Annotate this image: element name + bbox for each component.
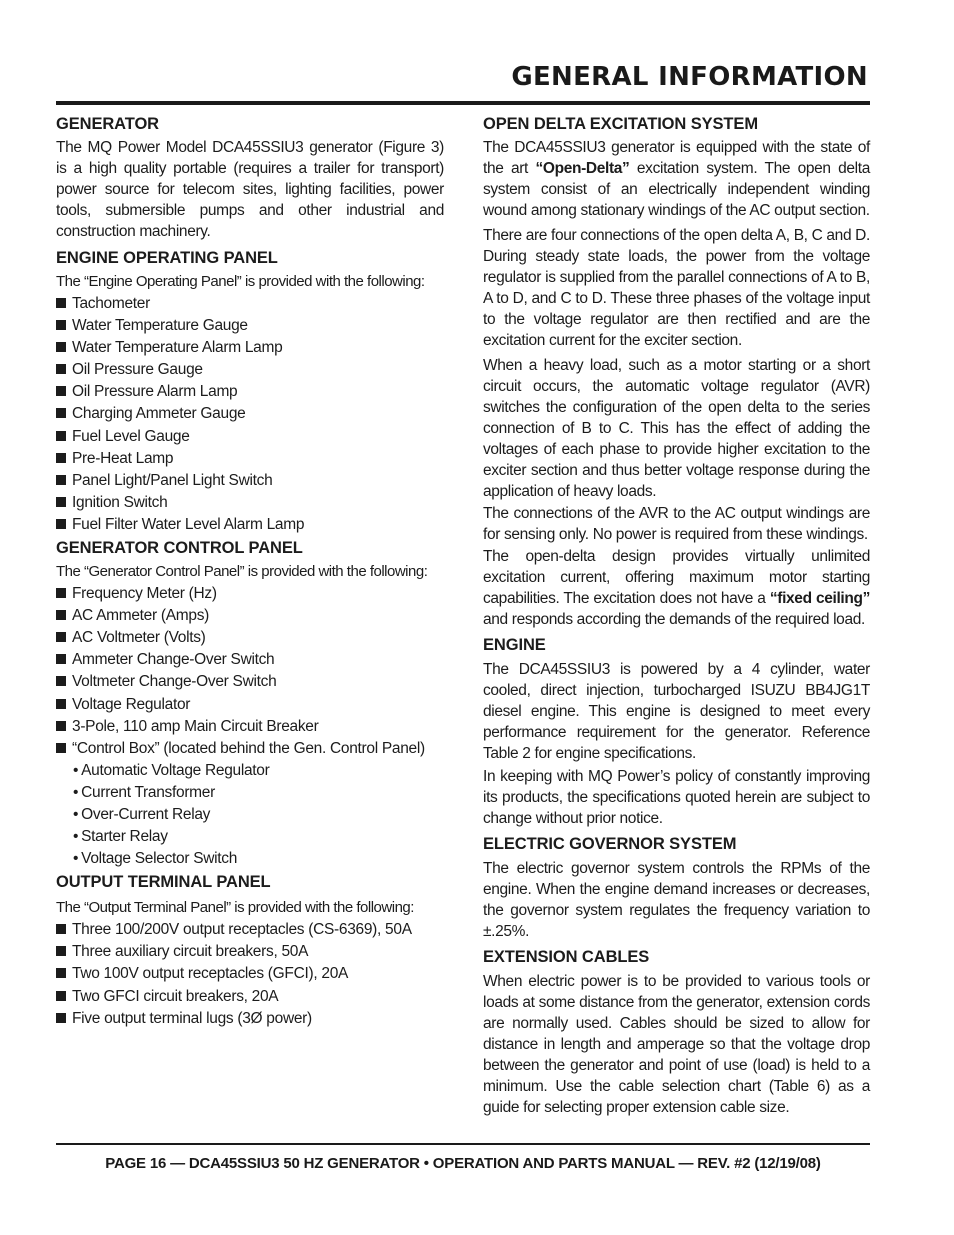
open-delta-p1: The DCA45SSIU3 generator is equipped with the state of the art “Open-Delta” excitation system. The open delta system consist of an electrically independent winding wound among stationary windings of the AC output section. <box>483 139 871 219</box>
title-rule <box>56 101 870 105</box>
page-title: GENERAL INFORMATION <box>511 62 868 92</box>
square-bullet-icon <box>56 298 66 308</box>
sub-list-item: • Automatic Voltage Regulator <box>73 761 270 779</box>
square-bullet-icon <box>56 588 66 598</box>
list-item: “Control Box” (located behind the Gen. Control Panel) <box>56 738 444 760</box>
open-delta-heading: OPEN DELTA EXCITATION SYSTEM <box>483 115 758 133</box>
square-bullet-icon <box>56 610 66 620</box>
square-bullet-icon <box>56 946 66 956</box>
cables-heading: EXTENSION CABLES <box>483 948 650 966</box>
list-item: Fuel Level Gauge <box>56 426 444 448</box>
output-panel-section <box>56 872 444 1029</box>
gen-panel-intro: The “Generator Control Panel” is provided with the following: <box>56 563 428 581</box>
generator-text: The MQ Power Model DCA45SSIU3 generator (Figure 3) is a high quality portable (requires a trailer for transport) power source for telecom sites, lighting facilities, power tools, submersible pumps and other industrial and construction machinery. <box>56 139 444 240</box>
gen-panel-list <box>56 583 444 870</box>
square-bullet-icon <box>56 342 66 352</box>
list-item: AC Voltmeter (Volts) <box>56 627 444 649</box>
square-bullet-icon <box>56 519 66 529</box>
open-delta-section <box>483 114 870 630</box>
gen-panel-heading: GENERATOR CONTROL PANEL <box>56 539 303 558</box>
governor-heading: ELECTRIC GOVERNOR SYSTEM <box>483 835 737 853</box>
generator-section <box>56 114 444 242</box>
square-bullet-icon <box>56 431 66 441</box>
square-bullet-icon <box>56 364 66 374</box>
list-item: Tachometer <box>56 293 444 315</box>
square-bullet-icon <box>56 924 66 934</box>
list-item: Two 100V output receptacles (GFCI), 20A <box>56 963 444 985</box>
engine-panel-heading: ENGINE OPERATING PANEL <box>56 249 278 267</box>
open-delta-p2: There are four connections of the open delta A, B, C and D. During steady state loads, the power from the voltage regulator is supplied from the parallel connections of A to B, A to D, and C to D. These three phases of the voltage input to the voltage regulator are then rectified and are the excitation current for the exciter section. <box>483 227 870 349</box>
open-delta-p4: The connections of the AVR to the AC output windings are for sensing only. No power is required from these windings. <box>483 505 870 543</box>
list-item: Three auxiliary circuit breakers, 50A <box>56 941 444 963</box>
gen-panel-section <box>56 538 444 870</box>
square-bullet-icon <box>56 676 66 686</box>
sub-list-item: • Starter Relay <box>73 828 168 846</box>
engine-panel-intro: The “Engine Operating Panel” is provided with the following: <box>56 273 425 290</box>
dot-bullet-icon: • <box>73 850 79 868</box>
engine-section <box>483 635 870 829</box>
cables-section <box>483 947 870 1118</box>
output-panel-heading: OUTPUT TERMINAL PANEL <box>56 873 271 892</box>
page-footer: PAGE 16 — DCA45SSIU3 50 HZ GENERATOR • OPERATION AND PARTS MANUAL — REV. #2 (12/19/08) <box>105 1155 821 1172</box>
fixed-ceiling-term: “fixed ceiling” <box>769 590 870 607</box>
output-panel-intro: The “Output Terminal Panel” is provided with the following: <box>56 899 414 917</box>
governor-text: The electric governor system controls the RPMs of the engine. When the engine demand increases or decreases, the governor system regulates the frequency variation to ±.25%. <box>483 860 870 940</box>
list-item: 3-Pole, 110 amp Main Circuit Breaker <box>56 716 444 738</box>
footer-rule <box>56 1143 870 1145</box>
engine-p2: In keeping with MQ Power’s policy of constantly improving its products, the specifications quoted herein are subject to change without prior notice. <box>483 768 870 827</box>
square-bullet-icon <box>56 654 66 664</box>
list-item: Pre-Heat Lamp <box>56 448 444 470</box>
square-bullet-icon <box>56 497 66 507</box>
sub-list-item: • Current Transformer <box>73 783 215 801</box>
list-item: Three 100/200V output receptacles (CS-6369), 50A <box>56 919 444 941</box>
dot-bullet-icon: • <box>73 783 79 801</box>
square-bullet-icon <box>56 721 66 731</box>
engine-heading: ENGINE <box>483 636 546 654</box>
list-item: Oil Pressure Gauge <box>56 359 444 381</box>
open-delta-p5: The open-delta design provides virtually unlimited excitation current, offering maximum motor starting capabilities. The excitation does not have a “fixed ceiling” and responds according the demands of the required load. <box>483 548 870 628</box>
list-item: Ammeter Change-Over Switch <box>56 649 444 671</box>
governor-section <box>483 834 870 942</box>
square-bullet-icon <box>56 320 66 330</box>
list-item: AC Ammeter (Amps) <box>56 605 444 627</box>
square-bullet-icon <box>56 453 66 463</box>
output-panel-list <box>56 919 444 1029</box>
list-item: Water Temperature Gauge <box>56 315 444 337</box>
square-bullet-icon <box>56 699 66 709</box>
square-bullet-icon <box>56 408 66 418</box>
engine-p1: The DCA45SSIU3 is powered by a 4 cylinder, water cooled, direct injection, turbocharged ISUZU BB4JG1T diesel engine. This engine is designed to meet every performance requirement for the generator. Reference Table 2 for engine specifications. <box>483 661 870 762</box>
open-delta-term: “Open-Delta” <box>535 160 630 177</box>
square-bullet-icon <box>56 386 66 396</box>
list-item: Two GFCI circuit breakers, 20A <box>56 986 444 1008</box>
sub-list-item: • Over-Current Relay <box>73 805 211 823</box>
square-bullet-icon <box>56 743 66 753</box>
engine-panel-list <box>56 293 444 536</box>
square-bullet-icon <box>56 991 66 1001</box>
square-bullet-icon <box>56 1013 66 1023</box>
list-item: Voltmeter Change-Over Switch <box>56 671 444 693</box>
generator-heading: GENERATOR <box>56 115 159 133</box>
square-bullet-icon <box>56 968 66 978</box>
left-column <box>56 114 444 1030</box>
list-item: Ignition Switch <box>56 492 444 514</box>
engine-panel-section <box>56 248 444 536</box>
dot-bullet-icon: • <box>73 805 79 823</box>
open-delta-p3: When a heavy load, such as a motor starting or a short circuit occurs, the automatic voltage regulator (AVR) switches the configuration of the open delta to the series connection of B to C. This has the effect of adding the voltages of each phase to provide higher excitation to the exciter section and thus better voltage response during the application of heavy loads. <box>483 357 870 500</box>
square-bullet-icon <box>56 632 66 642</box>
list-item: Voltage Regulator <box>56 694 444 716</box>
list-item: Five output terminal lugs (3Ø power) <box>56 1008 444 1030</box>
square-bullet-icon <box>56 475 66 485</box>
dot-bullet-icon: • <box>73 828 79 846</box>
list-item: Fuel Filter Water Level Alarm Lamp <box>56 514 444 536</box>
list-item: Panel Light/Panel Light Switch <box>56 470 444 492</box>
right-column <box>483 114 870 1118</box>
cables-text: When electric power is to be provided to various tools or loads at some distance from the generator, extension cords are normally used. Cables should be sized to allow for distance in length and amperage so that the voltage drop between the generator and point of use (load) is held to a minimum. Use the cable selection chart (Table 6) as a guide for selecting proper extension cable size. <box>483 973 870 1116</box>
list-item: Frequency Meter (Hz) <box>56 583 444 605</box>
list-item: Oil Pressure Alarm Lamp <box>56 381 444 403</box>
sub-list-item: • Voltage Selector Switch <box>73 850 238 868</box>
list-item: Charging Ammeter Gauge <box>56 403 444 425</box>
list-item: Water Temperature Alarm Lamp <box>56 337 444 359</box>
dot-bullet-icon: • <box>73 761 79 779</box>
